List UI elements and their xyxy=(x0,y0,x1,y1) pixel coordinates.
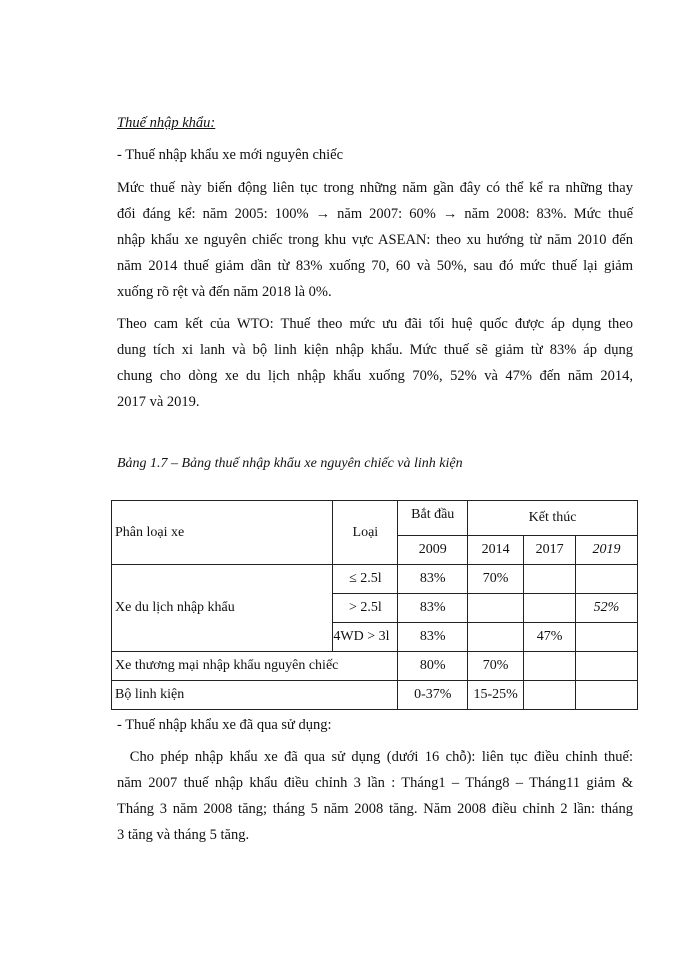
paragraph-line: chung cho dòng xe du lịch nhập khẩu xuống 70%, 52% và 47% đến năm 2014, xyxy=(117,368,633,384)
cell-2017 xyxy=(524,594,576,623)
bullet-new-cars: - Thuế nhập khẩu xe mới nguyên chiếc xyxy=(117,147,344,163)
cell-kind: > 2.5l xyxy=(333,594,398,623)
cell-kind: 4WD > 3l xyxy=(333,623,398,652)
cell-2017 xyxy=(524,681,576,710)
paragraph-line: 2017 và 2019. xyxy=(117,394,200,410)
paragraph-line: Theo cam kết của WTO: Thuế theo mức ưu đãi tối huệ quốc được áp dụng theo xyxy=(117,316,633,332)
paragraph-line: Mức thuế này biến động liên tục trong những năm gần đây có thể kể ra những thay xyxy=(117,180,633,196)
paragraph-line: Cho phép nhập khẩu xe đã qua sử dụng (dưới 16 chỗ): liên tục điều chỉnh thuế: xyxy=(117,749,633,765)
header-end: Kết thúc xyxy=(468,501,638,536)
cell-2014: 70% xyxy=(468,652,524,681)
cell-kind: ≤ 2.5l xyxy=(333,565,398,594)
header-year-2019: 2019 xyxy=(576,536,638,565)
paragraph-line: dung tích xi lanh và bộ linh kiện nhập khẩu. Mức thuế sẽ giảm từ 83% áp dụng xyxy=(117,342,633,358)
paragraph-line: năm 2014 thuế giảm dần từ 83% xuống 70, 60 và 50%, sau đó mức thuế lại giảm xyxy=(117,258,633,274)
paragraph-line: năm 2007 thuế nhập khẩu điều chỉnh 3 lần : Tháng1 – Tháng8 – Tháng11 giảm & xyxy=(117,775,633,791)
cell-2019: 52% xyxy=(576,594,638,623)
cell-2017 xyxy=(524,652,576,681)
table-header-row xyxy=(112,501,638,536)
cell-2009: 83% xyxy=(398,623,468,652)
cell-2009: 83% xyxy=(398,565,468,594)
bullet-used-cars: - Thuế nhập khẩu xe đã qua sử dụng: xyxy=(117,717,332,733)
row-commercial-label: Xe thương mại nhập khẩu nguyên chiếc xyxy=(112,652,398,681)
paragraph-line: Tháng 3 năm 2008 tăng; tháng 5 năm 2008 tăng. Năm 2008 điều chỉnh 2 lần: tháng xyxy=(117,801,633,817)
table-row xyxy=(112,681,638,710)
table-caption: Bảng 1.7 – Bảng thuế nhập khẩu xe nguyên chiếc và linh kiện xyxy=(117,456,463,471)
paragraph-line: đổi đáng kể: năm 2005: 100% → năm 2007: 60% → năm 2008: 83%. Mức thuế xyxy=(117,206,633,222)
cell-2014 xyxy=(468,594,524,623)
header-vehicle-type: Phân loại xe xyxy=(112,501,333,565)
cell-2019 xyxy=(576,681,638,710)
header-year-2017: 2017 xyxy=(524,536,576,565)
table-row xyxy=(112,652,638,681)
cell-2014 xyxy=(468,623,524,652)
cell-2009: 0-37% xyxy=(398,681,468,710)
table-row xyxy=(112,565,638,594)
row-parts-label: Bộ linh kiện xyxy=(112,681,398,710)
cell-2017: 47% xyxy=(524,623,576,652)
tax-table xyxy=(111,500,638,710)
header-year-2009: 2009 xyxy=(398,536,468,565)
header-start: Bắt đầu xyxy=(398,501,468,536)
cell-2019 xyxy=(576,623,638,652)
header-kind: Loại xyxy=(333,501,398,565)
cell-2019 xyxy=(576,565,638,594)
cell-2014: 70% xyxy=(468,565,524,594)
header-year-2014: 2014 xyxy=(468,536,524,565)
cell-2009: 83% xyxy=(398,594,468,623)
cell-2017 xyxy=(524,565,576,594)
cell-2019 xyxy=(576,652,638,681)
paragraph-line: 3 tăng và tháng 5 tăng. xyxy=(117,827,250,843)
cell-2009: 80% xyxy=(398,652,468,681)
paragraph-line: xuống rõ rệt và đến năm 2018 là 0%. xyxy=(117,284,332,300)
section-heading: Thuế nhập khẩu: xyxy=(117,115,216,131)
paragraph-line: nhập khẩu xe nguyên chiếc trong khu vực ASEAN: theo xu hướng từ năm 2010 đến xyxy=(117,232,633,248)
cell-2014: 15-25% xyxy=(468,681,524,710)
group-passenger-cars: Xe du lịch nhập khẩu xyxy=(112,565,333,652)
